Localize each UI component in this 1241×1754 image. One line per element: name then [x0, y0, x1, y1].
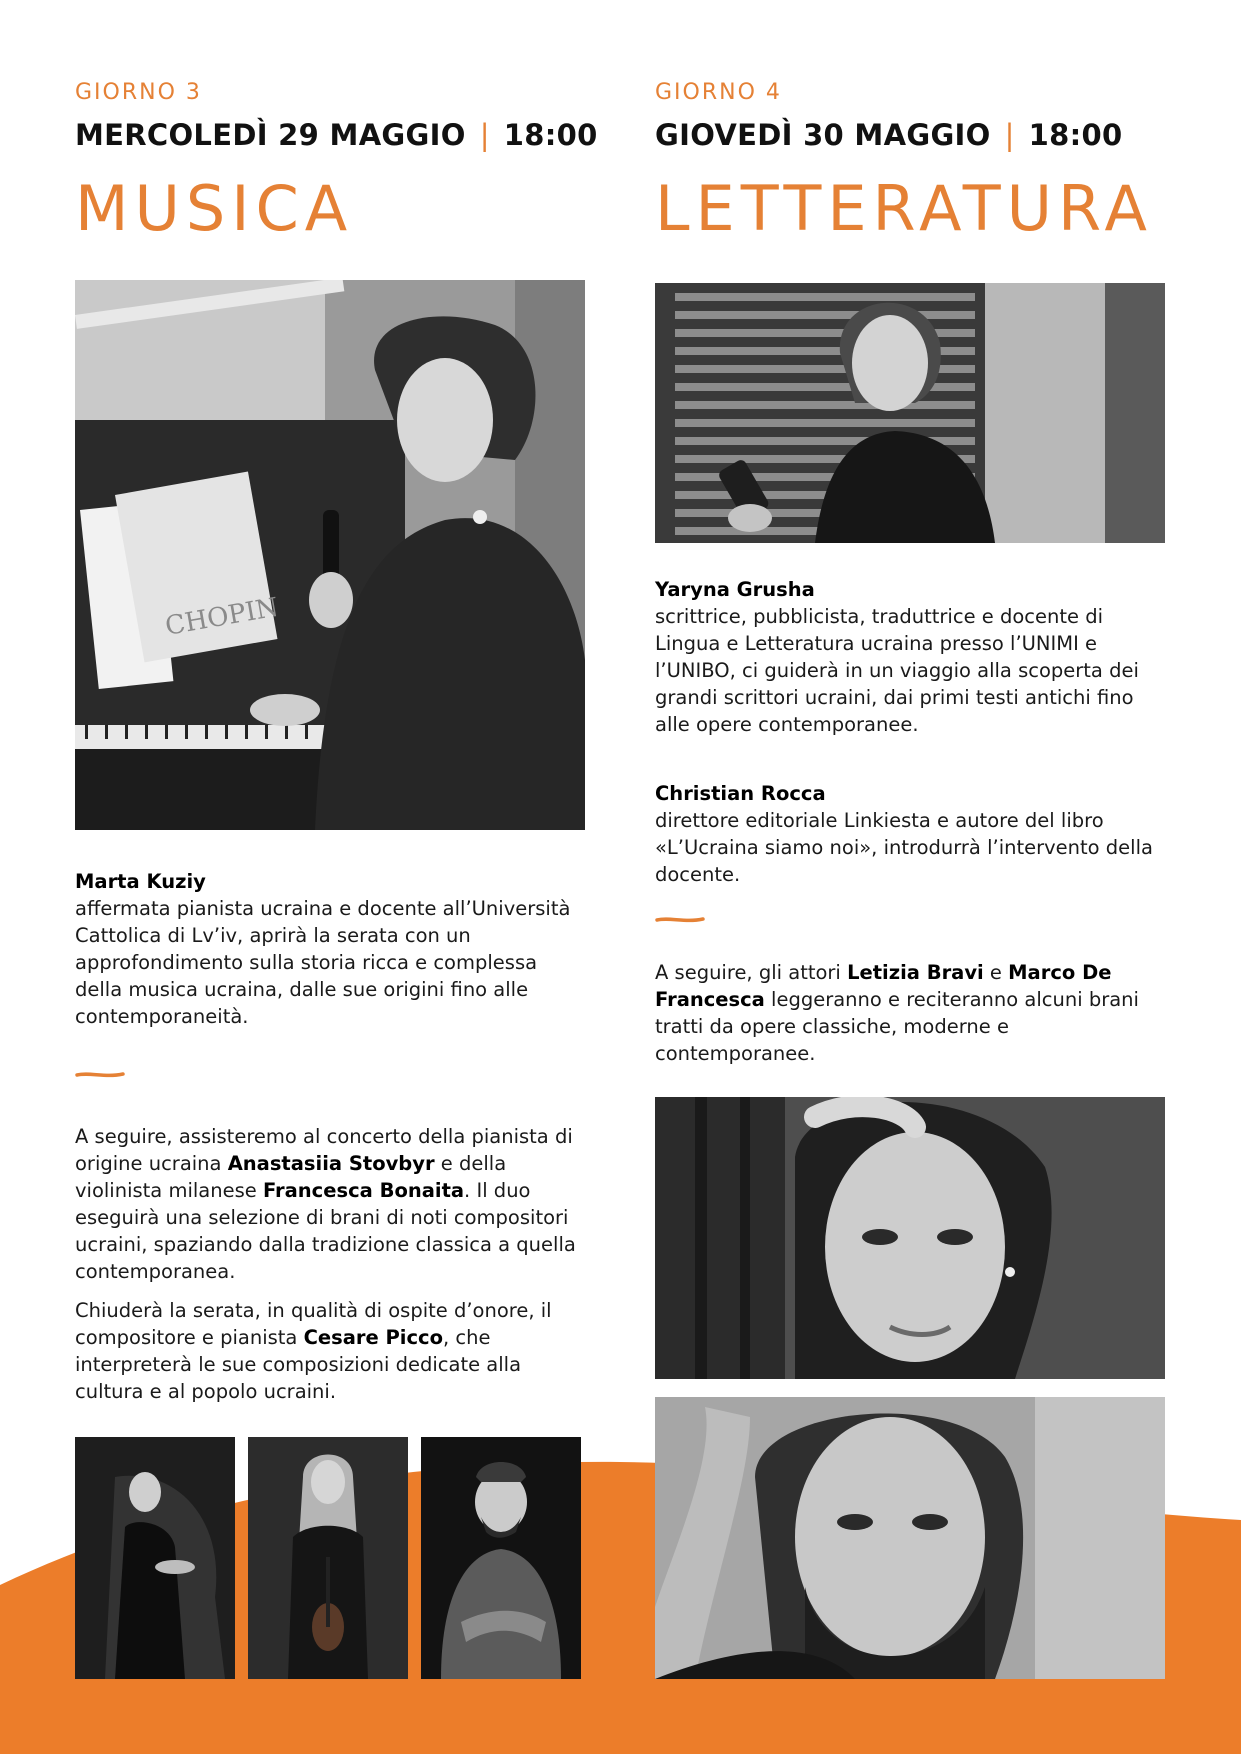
day4-separator: | [1004, 118, 1015, 152]
photo-letizia-bravi [655, 1097, 1165, 1379]
day4-category-title: LETTERATURA [655, 172, 1153, 245]
performer-name: Francesca Bonaita [262, 1179, 465, 1202]
day3-label: GIORNO 3 [75, 80, 202, 105]
text-fragment: A seguire, assisteremo al concerto della pianista di origine ucraina [75, 1125, 573, 1175]
photo-anastasiia-stovbyr [75, 1437, 235, 1679]
day3-time: 18:00 [503, 118, 598, 152]
text-fragment: . Il duo eseguirà una selezione di brani di noti compositori ucraini, spaziando dalla tradizione classica a quella contemporanea. [75, 1179, 576, 1283]
day3-concert-paragraph [75, 1123, 585, 1285]
text-fragment: leggeranno e reciteranno alcuni brani tratti da opere classiche, moderne e contemporanee. [655, 988, 1139, 1065]
day4-label: GIORNO 4 [655, 80, 782, 105]
speaker-bio: direttore editoriale Linkiesta e autore del libro «L’Ucraina siamo noi», introdurrà l’intervento della docente. [655, 809, 1153, 886]
speaker-yaryna-grusha [655, 576, 1167, 738]
speaker-name: Christian Rocca [655, 782, 826, 805]
text-fragment: Chiuderà la serata, in qualità di ospite d’onore, il compositore e pianista [75, 1299, 552, 1349]
photo-marco-de-francesca [655, 1397, 1165, 1679]
orange-dash-divider [75, 1070, 125, 1080]
orange-dash-divider [655, 915, 705, 925]
speaker-name: Marta Kuziy [75, 870, 206, 893]
speaker-marta-kuziy [75, 868, 585, 1030]
guest-name: Cesare Picco [303, 1326, 444, 1349]
photo-cesare-picco [421, 1437, 581, 1679]
actor-name: Marco De Francesca [655, 961, 1112, 1011]
photo-francesca-bonaita [248, 1437, 408, 1679]
day3-guest-paragraph [75, 1297, 585, 1405]
text-fragment: , che interpreterà le sue composizioni dedicate alla cultura e al popolo ucraini. [75, 1326, 522, 1403]
speaker-christian-rocca [655, 780, 1167, 888]
speaker-bio: affermata pianista ucraina e docente all’Università Cattolica di Lv’iv, aprirà la serata con un approfondimento sulla storia ricca e complessa della musica ucraina, dalle sue origini fino alle contemporaneità. [75, 897, 571, 1028]
day4-readings-paragraph [655, 959, 1167, 1067]
day4-time: 18:00 [1028, 118, 1123, 152]
text-fragment: e della violinista milanese [75, 1152, 507, 1202]
day3-separator: | [479, 118, 490, 152]
text-fragment: e [983, 961, 1009, 984]
day3-date: MERCOLEDÌ 29 MAGGIO [75, 118, 466, 152]
actor-name: Letizia Bravi [847, 961, 984, 984]
day4-dateline [655, 118, 1122, 152]
day3-category-title: MUSICA [75, 172, 354, 245]
photo-marta-kuziy [75, 280, 585, 830]
performer-name: Anastasiia Stovbyr [227, 1152, 435, 1175]
day4-date: GIOVEDÌ 30 MAGGIO [655, 118, 991, 152]
photo-yaryna-grusha [655, 283, 1165, 543]
day3-dateline [75, 118, 598, 152]
speaker-name: Yaryna Grusha [655, 578, 815, 601]
speaker-bio: scrittrice, pubblicista, traduttrice e docente di Lingua e Letteratura ucraina presso l’UNIMI e l’UNIBO, ci guiderà in un viaggio alla scoperta dei grandi scrittori ucraini, dai primi testi antichi fino alle opere contemporanee. [655, 605, 1139, 736]
text-fragment: A seguire, gli attori [655, 961, 848, 984]
chopin-book-label: CHOPIN [163, 592, 281, 642]
